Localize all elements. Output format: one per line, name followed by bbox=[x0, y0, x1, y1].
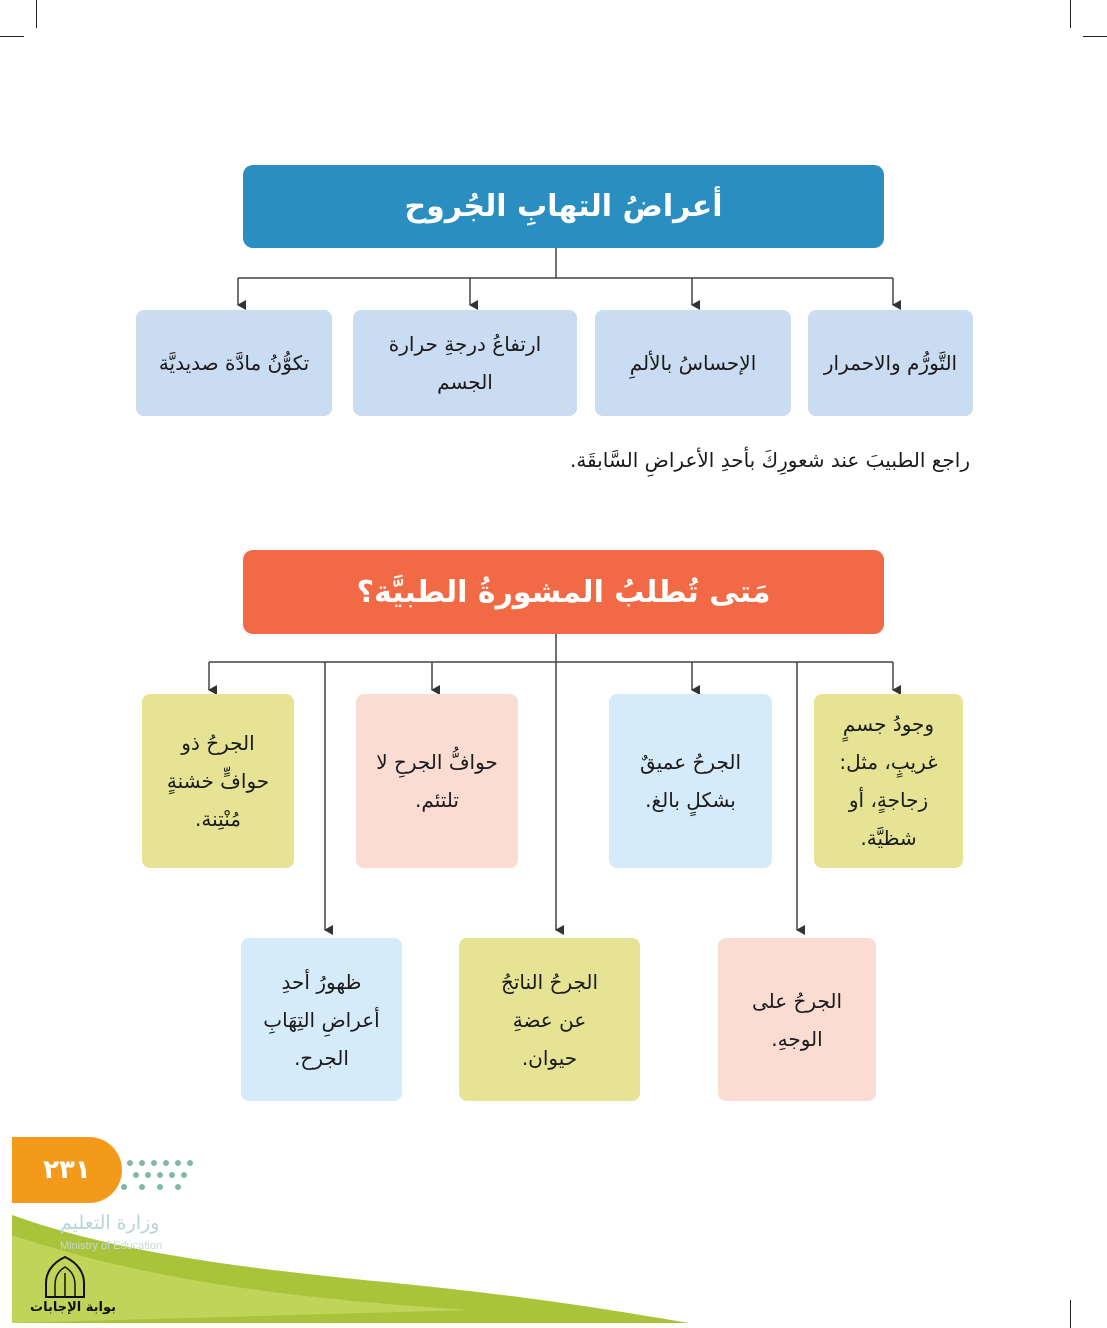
advice-label: حوافُّ الجرحِ لا تلتئم. bbox=[376, 750, 498, 812]
page-number: ٢٣١ bbox=[12, 1137, 122, 1203]
advice-label: ظهورُ أحدِ أعراضِ التِهَابِ الجرح. bbox=[263, 969, 380, 1070]
doctor-note: راجع الطبيبَ عند شعورِكَ بأحدِ الأعراضِ السَّابقَة. bbox=[569, 448, 970, 472]
advice-label: الجرحُ عميقٌ بشكلٍ بالغ. bbox=[639, 750, 742, 812]
symptom-box bbox=[353, 310, 577, 416]
symptom-box bbox=[136, 310, 332, 416]
medical-advice-header bbox=[243, 550, 884, 634]
symptom-label: تكوُّنُ مادَّة صديديَّة bbox=[158, 351, 310, 375]
advice-box bbox=[356, 694, 518, 868]
advice-label: الجرحُ ذو حوافٍّ خشنةٍ مُنْتِنة. bbox=[166, 731, 270, 831]
advice-label: الجرحُ الناتجُ عن عضةِ حيوان. bbox=[500, 969, 599, 1070]
symptom-label: ارتفاعُ درجةِ حرارة الجسم bbox=[388, 332, 542, 394]
advice-box bbox=[241, 938, 402, 1101]
symptom-box bbox=[595, 310, 791, 416]
advice-box bbox=[814, 694, 963, 868]
symptom-label: التَّورُّم والاحمرار bbox=[823, 351, 958, 375]
advice-box bbox=[459, 938, 640, 1101]
ministry-name-en: Ministry of Education bbox=[60, 1240, 163, 1252]
medical-advice-title: مَتى تُطلبُ المشورةُ الطبيَّة؟ bbox=[356, 574, 771, 610]
advice-label: الجرحُ على الوجهِ. bbox=[751, 988, 843, 1051]
advice-box bbox=[609, 694, 772, 868]
symptoms-title: أعراضُ التهابِ الجُروح bbox=[404, 189, 723, 224]
advice-box bbox=[142, 694, 294, 868]
advice-box bbox=[718, 938, 876, 1101]
site-logo-icon bbox=[40, 1255, 90, 1300]
symptoms-header bbox=[243, 165, 884, 248]
site-name: بوابة الإجابات bbox=[30, 1300, 116, 1315]
advice-label: وجودُ جسمٍ غريبٍ، مثل: زجاجةٍ، أو شظيَّة. bbox=[839, 712, 938, 850]
ministry-name: وزارة التعليم bbox=[60, 1212, 160, 1234]
symptom-label: الإحساسُ بالألمِ bbox=[629, 351, 757, 375]
symptom-box bbox=[808, 310, 973, 416]
ministry-logo-dots bbox=[60, 1155, 200, 1200]
